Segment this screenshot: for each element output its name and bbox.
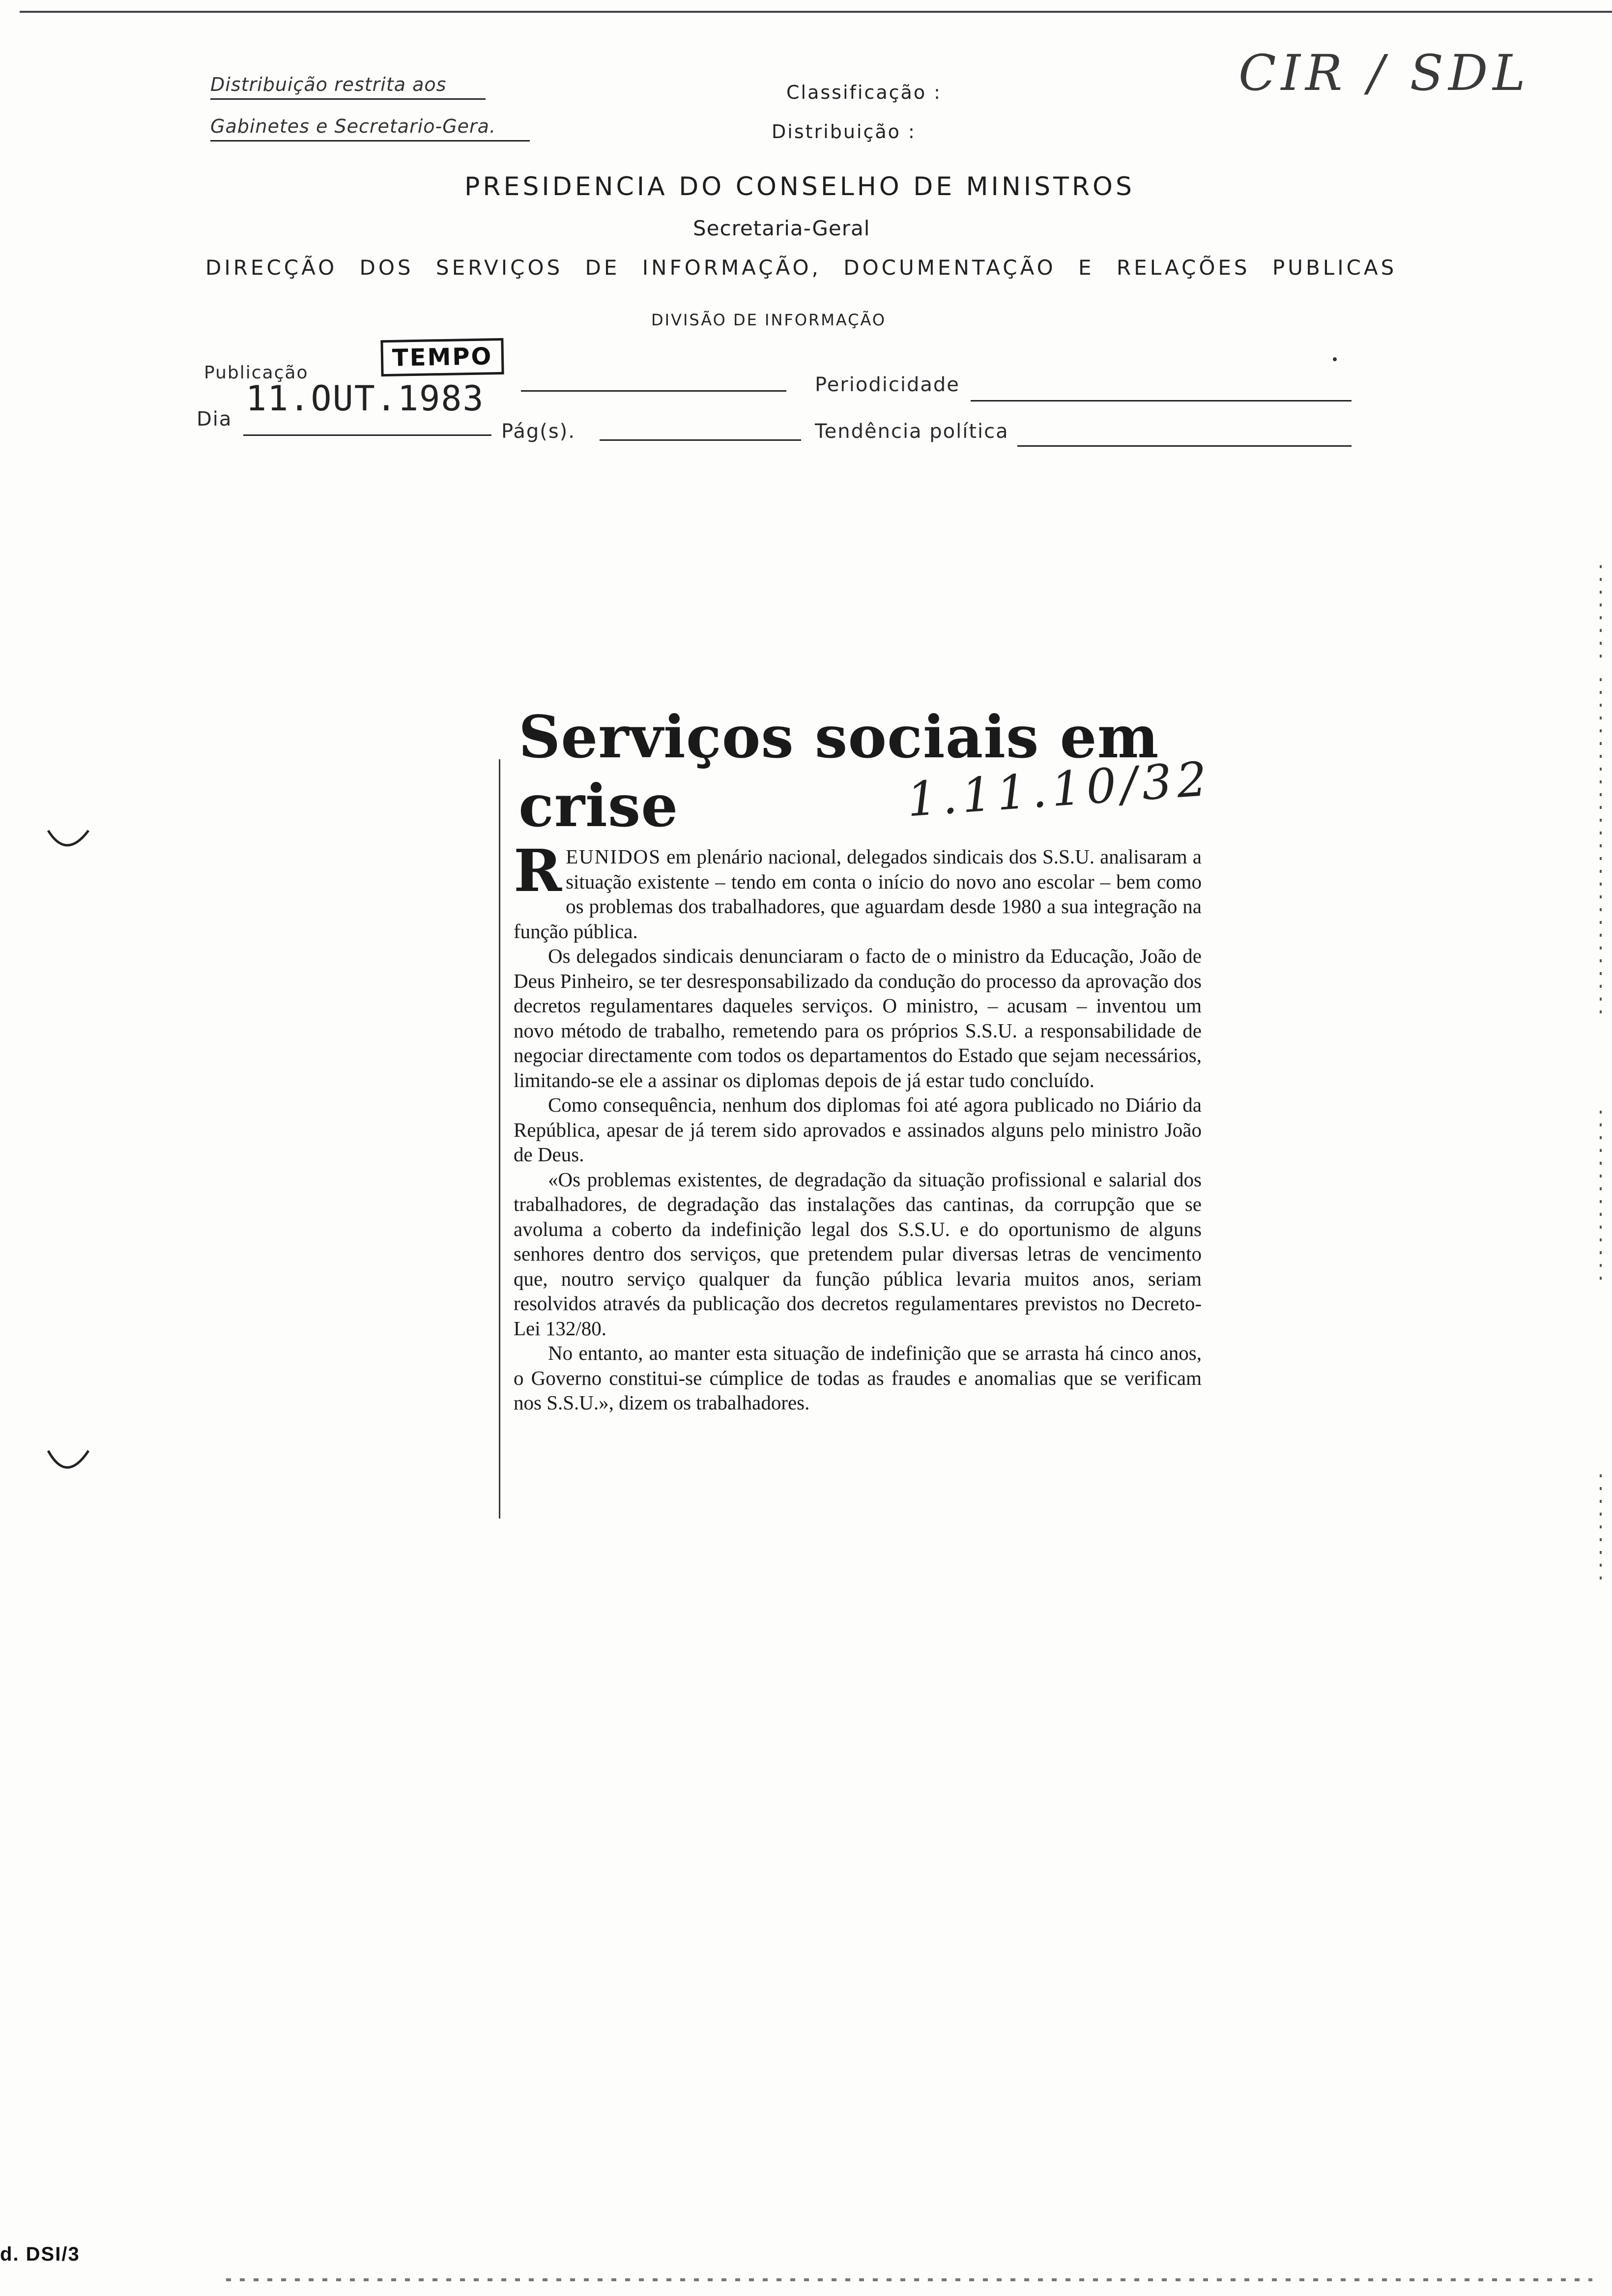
distribution-label: Distribuição : <box>772 121 916 143</box>
political-line <box>1017 445 1352 447</box>
distribution-underline-2 <box>210 140 530 142</box>
distribution-line-1: Distribuição restrita aos <box>210 74 447 95</box>
distribution-line-2: Gabinetes e Secretario-Gera. <box>210 115 496 137</box>
directorate: DIRECÇÃO DOS SERVIÇOS DE INFORMAÇÃO, DOCUMENTAÇÃO E RELAÇÕES PUBLICAS <box>205 256 1397 280</box>
publication-line <box>521 390 786 392</box>
article-left-rule <box>499 759 500 1519</box>
article-headline: Serviços sociais em crise <box>518 703 1159 840</box>
periodicity-label: Periodicidade <box>815 373 960 396</box>
classification-label: Classificação : <box>786 82 942 103</box>
division: DIVISÃO DE INFORMAÇÃO <box>651 311 887 329</box>
pages-label: Pág(s). <box>501 420 576 443</box>
left-margin-mark-1 <box>44 826 93 855</box>
lead-word: EUNIDOS <box>566 845 662 868</box>
paragraph-5: No entanto, ao manter esta situação de indefinição que se arrasta há cinco anos, o Governo constitui-se cúmplice de todas as fraudes e anomalias que se verificam nos S.S.U.», dizem os trabalhadores. <box>514 1342 1202 1414</box>
form-code: d. DSI/3 <box>0 2243 80 2265</box>
paragraph-2: Os delegados sindicais denunciaram o facto de o ministro da Educação, João de Deus Pinheiro, se ter desresponsabilizado da condução do processo da aprovação dos decretos regulamentares daqueles serviços. O ministro, – acusam – inventou um novo método de trabalho, remetendo para os próprios S.S.U. a responsabilidade de negociar directamente com todos os departamentos do Estado que sejam necessários, limitando-se ele a assinar os diplomas depois de já estar tudo concluído. <box>514 945 1202 1091</box>
paragraph-1 <box>514 836 1202 944</box>
dot-mark <box>1333 357 1337 361</box>
day-line <box>243 434 491 436</box>
handwritten-reference: CIR / SDL <box>1238 44 1530 102</box>
institution-title: PRESIDENCIA DO CONSELHO DE MINISTROS <box>464 172 1135 201</box>
day-stamp: 11.OUT.1983 <box>246 378 485 419</box>
day-label: Dia <box>197 408 232 430</box>
right-edge-dots-3 <box>1600 1111 1602 1283</box>
handwritten-annotation: 1.11.10/32 <box>905 751 1214 828</box>
right-edge-dots-1 <box>1600 565 1602 663</box>
pages-line <box>600 439 801 441</box>
scan-top-edge <box>20 11 1612 13</box>
right-edge-dots-2 <box>1600 678 1602 1022</box>
right-edge-dots-4 <box>1600 1474 1602 1582</box>
periodicity-line <box>971 400 1352 402</box>
paragraph-4: «Os problemas existentes, de degradação da situação profissional e salarial dos trabalhadores, de degradação das instalações das cantinas, da corrupção que se avoluma a coberto da indefinição legal dos S.S.U. e do oportunismo de alguns senhores dentro dos serviços, que pretendem pular diversas letras de vencimento que, noutro serviço qualquer da função pública levaria muitos anos, seriam resolvidos através da publicação dos decretos regulamentares previstos no Decreto-Lei 132/80. <box>514 1168 1202 1340</box>
distribution-underline-1 <box>210 98 486 100</box>
scan-bottom-noise <box>226 2278 1592 2281</box>
paragraph-3: Como consequência, nenhum dos diplomas foi até agora publicado no Diário da República, apesar de já terem sido aprovados e assinados alguns pelo ministro João de Deus. <box>514 1093 1202 1166</box>
publication-stamp: TEMPO <box>380 338 504 376</box>
publication-label: Publicação <box>204 363 309 383</box>
paragraph-1-text: em plenário nacional, delegados sindicais dos S.S.U. analisaram a situação existente – tendo em conta o início do novo ano escolar – bem como os problemas dos trabalhadores, que aguardam desde 1980 a sua integração na função pública. <box>514 845 1202 943</box>
left-margin-mark-2 <box>44 1445 93 1479</box>
secretariat: Secretaria-Geral <box>693 216 870 240</box>
drop-cap: R <box>514 836 562 905</box>
newspaper-clipping <box>514 703 1214 1415</box>
political-label: Tendência política <box>815 420 1009 443</box>
